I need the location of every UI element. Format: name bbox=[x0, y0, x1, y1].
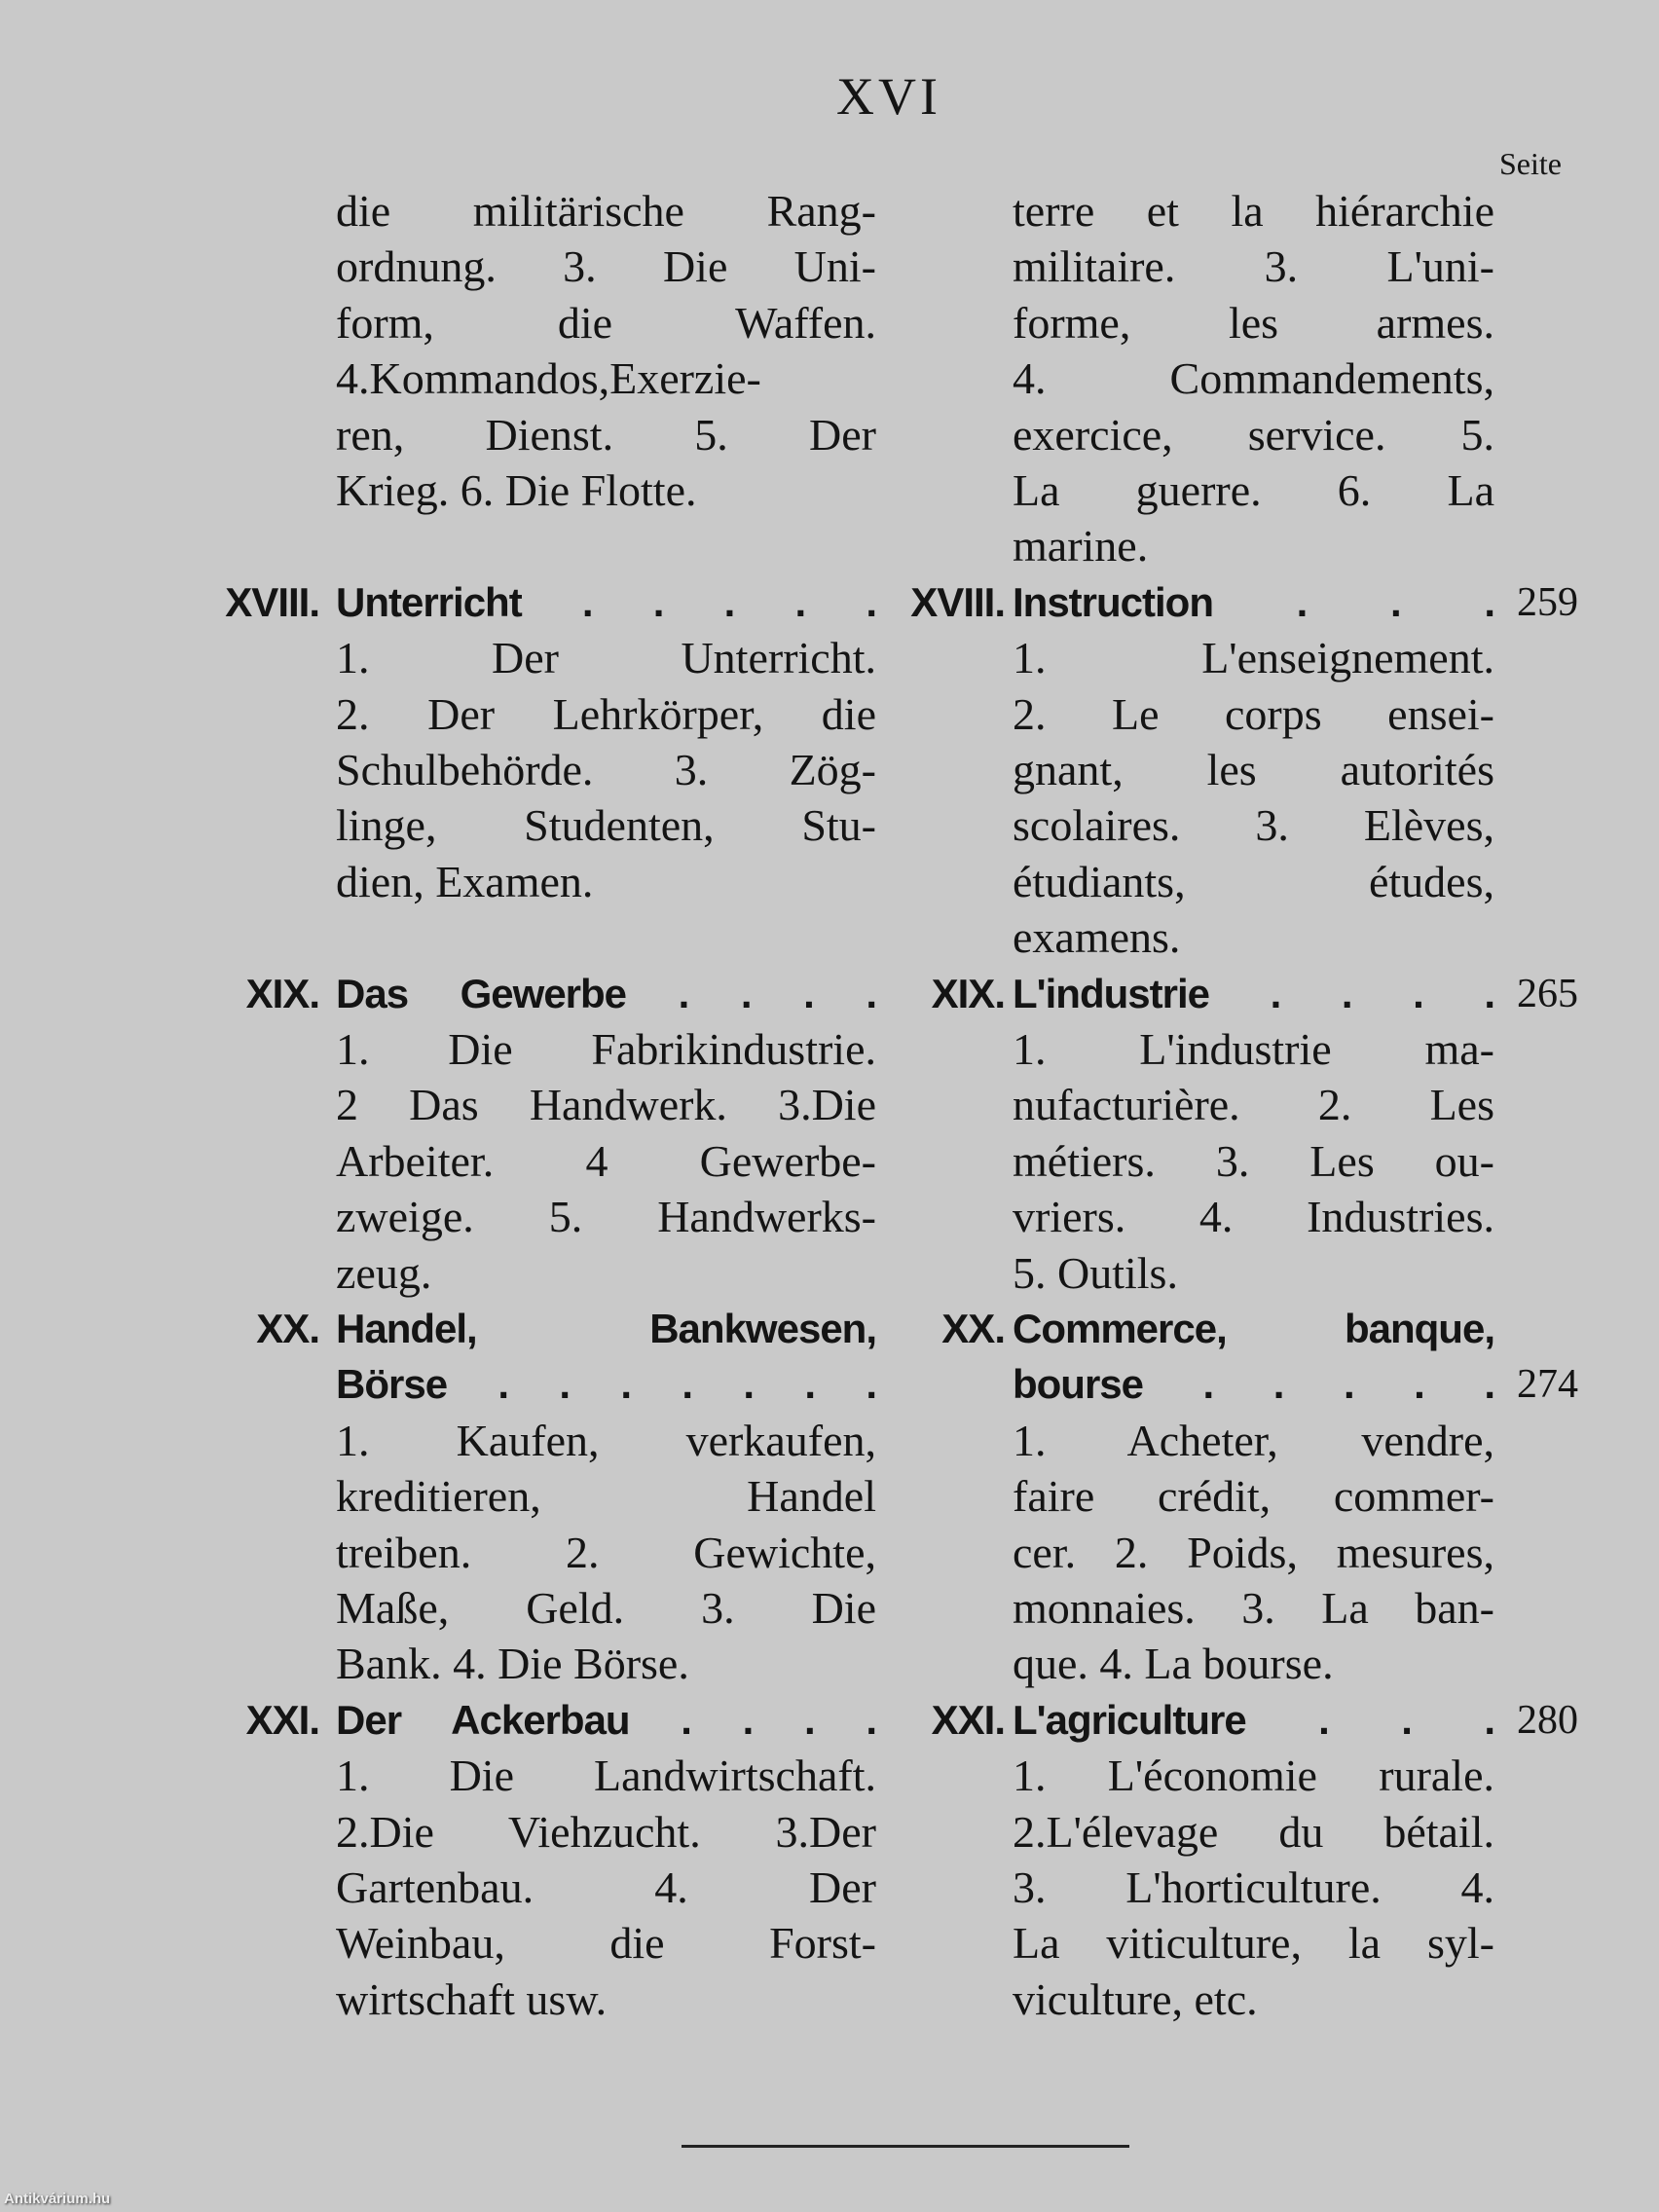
subtopic-line-de: linge, Studenten, Stu- bbox=[336, 800, 876, 851]
subtopic-line-fr: 1. Acheter, vendre, bbox=[1013, 1415, 1494, 1465]
section-numeral-fr: XX. bbox=[941, 1306, 1005, 1351]
subtopic-line-fr: marine. bbox=[1013, 521, 1149, 571]
subtopic-line-de: zeug. bbox=[336, 1247, 432, 1298]
section-numeral-de: XXI. bbox=[245, 1696, 319, 1743]
subtopic-line-fr: 1. L'enseignement. bbox=[1013, 633, 1494, 683]
subtopic-line-de: zweige. 5. Handwerks- bbox=[336, 1192, 876, 1242]
subtopic-line-fr: cer. 2. Poids, mesures, bbox=[1013, 1527, 1494, 1577]
subtopic-line-de: 2. Der Lehrkörper, die bbox=[336, 688, 876, 739]
subtopic-line-fr: 2. Le corps ensei- bbox=[1013, 688, 1494, 739]
subtopic-line-de: Krieg. 6. Die Flotte. bbox=[336, 465, 697, 515]
section-title-de: Unterricht . . . . . bbox=[336, 578, 876, 625]
subtopic-line-fr: La viticulture, la syl- bbox=[1013, 1918, 1494, 1969]
footer-rule bbox=[682, 2145, 1129, 2148]
subtopic-line-fr: 1. L'économie rurale. bbox=[1013, 1751, 1494, 1801]
section-page-number: 265 bbox=[1517, 971, 1578, 1016]
subtopic-line-de: 1. Kaufen, verkaufen, bbox=[336, 1415, 876, 1465]
section-numeral-fr: XXI. bbox=[931, 1696, 1005, 1743]
section-numeral-de: XVIII. bbox=[225, 578, 319, 625]
subtopic-line-de: ren, Dienst. 5. Der bbox=[336, 409, 876, 460]
section-numeral-de: XIX. bbox=[245, 970, 319, 1016]
page-column-label: Seite bbox=[1499, 146, 1562, 181]
subtopic-line-de: dien, Examen. bbox=[336, 856, 594, 906]
page-number: XVI bbox=[836, 67, 941, 126]
subtopic-line-de: 1. Die Landwirtschaft. bbox=[336, 1751, 876, 1801]
subtopic-line-fr: nufacturière. 2. Les bbox=[1013, 1080, 1494, 1130]
subtopic-line-fr: exercice, service. 5. bbox=[1013, 409, 1494, 460]
section-title-fr: Instruction . . . bbox=[1013, 578, 1494, 625]
section-numeral-fr: XIX. bbox=[931, 970, 1005, 1016]
subtopic-line-fr: étudiants, études, bbox=[1013, 856, 1494, 906]
subtopic-line-fr: gnant, les autorités bbox=[1013, 745, 1494, 794]
subtopic-line-de: 2.Die Viehzucht. 3.Der bbox=[336, 1806, 876, 1857]
subtopic-line-fr: 3. L'horticulture. 4. bbox=[1013, 1862, 1494, 1912]
subtopic-line-de: kreditieren, Handel bbox=[336, 1471, 876, 1522]
subtopic-line-de: Gartenbau. 4. Der bbox=[336, 1862, 876, 1912]
subtopic-line-fr: métiers. 3. Les ou- bbox=[1013, 1135, 1494, 1186]
subtopic-line-fr: 2.L'élevage du bétail. bbox=[1013, 1806, 1494, 1857]
section-page-number: 274 bbox=[1517, 1362, 1578, 1408]
subtopic-line-de: Weinbau, die Forst- bbox=[336, 1918, 876, 1969]
subtopic-line-de: 1. Der Unterricht. bbox=[336, 633, 876, 683]
section-title-fr: bourse . . . . . bbox=[1013, 1361, 1494, 1408]
subtopic-line-fr: scolaires. 3. Elèves, bbox=[1013, 800, 1494, 851]
section-title-de: Das Gewerbe . . . . bbox=[336, 970, 876, 1016]
subtopic-line-fr: La guerre. 6. La bbox=[1013, 465, 1494, 515]
subtopic-line-de: wirtschaft usw. bbox=[336, 1973, 608, 2024]
section-title-de: Der Ackerbau . . . . bbox=[336, 1696, 876, 1743]
subtopic-line-fr: 5. Outils. bbox=[1013, 1247, 1178, 1298]
subtopic-line-fr: viculture, etc. bbox=[1013, 1973, 1258, 2024]
section-title-fr: L'agriculture . . . bbox=[1013, 1696, 1494, 1743]
subtopic-line-de: ordnung. 3. Die Uni- bbox=[336, 241, 876, 292]
subtopic-line-de: 1. Die Fabrikindustrie. bbox=[336, 1024, 876, 1074]
subtopic-line-fr: vriers. 4. Industries. bbox=[1013, 1192, 1494, 1242]
subtopic-line-de: Bank. 4. Die Börse. bbox=[336, 1639, 689, 1689]
section-page-number: 280 bbox=[1517, 1697, 1578, 1743]
subtopic-line-fr: militaire. 3. L'uni- bbox=[1013, 241, 1494, 292]
section-numeral-de: XX. bbox=[256, 1306, 319, 1351]
subtopic-line-fr: examens. bbox=[1013, 912, 1181, 963]
section-title-fr: Commerce, banque, bbox=[1013, 1306, 1494, 1351]
section-title-de: Handel, Bankwesen, bbox=[336, 1306, 876, 1351]
subtopic-line-fr: 1. L'industrie ma- bbox=[1013, 1024, 1494, 1074]
subtopic-line-fr: terre et la hiérarchie bbox=[1013, 186, 1494, 236]
subtopic-line-de: form, die Waffen. bbox=[336, 297, 876, 348]
subtopic-line-de: die militärische Rang- bbox=[336, 186, 876, 236]
subtopic-line-de: Arbeiter. 4 Gewerbe- bbox=[336, 1135, 876, 1186]
subtopic-line-fr: que. 4. La bourse. bbox=[1013, 1639, 1334, 1689]
section-title-fr: L'industrie . . . . bbox=[1013, 970, 1494, 1016]
subtopic-line-de: Maße, Geld. 3. Die bbox=[336, 1583, 876, 1633]
section-numeral-fr: XVIII. bbox=[910, 578, 1005, 625]
subtopic-line-de: 4.Kommandos,Exerzie- bbox=[336, 353, 761, 404]
subtopic-line-fr: faire crédit, commer- bbox=[1013, 1471, 1494, 1522]
section-page-number: 259 bbox=[1517, 579, 1578, 625]
subtopic-line-fr: 4. Commandements, bbox=[1013, 353, 1494, 404]
subtopic-line-de: Schulbehörde. 3. Zög- bbox=[336, 745, 876, 794]
section-title-de: Börse . . . . . . . bbox=[336, 1361, 876, 1408]
subtopic-line-fr: monnaies. 3. La ban- bbox=[1013, 1583, 1494, 1633]
subtopic-line-fr: forme, les armes. bbox=[1013, 297, 1494, 348]
subtopic-line-de: treiben. 2. Gewichte, bbox=[336, 1527, 876, 1577]
subtopic-line-de: 2 Das Handwerk. 3.Die bbox=[336, 1080, 876, 1130]
watermark: Antikvárium.hu bbox=[4, 2191, 111, 2207]
